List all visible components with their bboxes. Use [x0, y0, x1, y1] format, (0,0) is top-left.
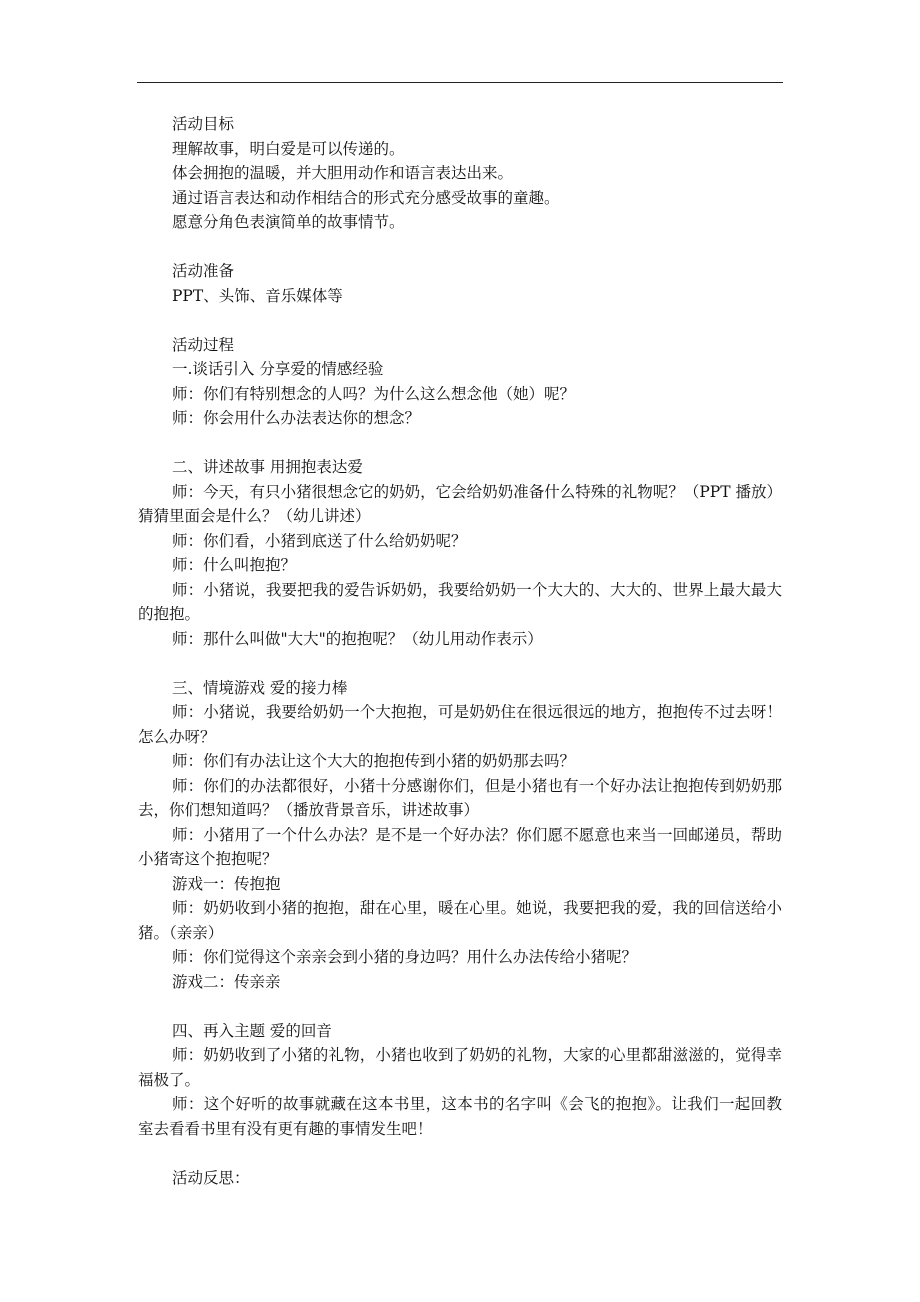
section-heading: 活动过程 [172, 335, 235, 354]
paragraph: 师：什么叫抱抱？ [172, 556, 297, 574]
section-heading: 活动准备 [172, 262, 235, 280]
section-heading: 活动目标 [172, 115, 235, 133]
goal-item: 愿意分角色表演简单的故事情节。 [172, 213, 405, 231]
section-goals [138, 112, 782, 235]
paragraph: 师：你们的办法都很好，小猪十分感谢你们，但是小猪也有一个好办法让抱抱传到奶奶那去，你们想知道吗？（播放背景音乐，讲述故事） [138, 776, 782, 819]
paragraph: 师：你们看，小猪到底送了什么给奶奶呢？ [172, 531, 467, 550]
section-preparation [138, 259, 782, 308]
part-title: 四、再入主题 爱的回音 [172, 1021, 332, 1040]
paragraph: 师：奶奶收到了小猪的礼物，小猪也收到了奶奶的礼物，大家的心里都甜滋滋的，觉得幸福极了。 [138, 1046, 782, 1089]
paragraph: 师：小猪说，我要给奶奶一个大抱抱，可是奶奶住在很远很远的地方，抱抱传不过去呀！怎么办呀？ [138, 703, 782, 746]
goal-item: 体会拥抱的温暖，并大胆用动作和语言表达出来。 [172, 164, 514, 182]
preparation-text: PPT、头饰、音乐媒体等 [172, 286, 343, 305]
goal-item: 通过语言表达和动作相结合的形式充分感受故事的童趣。 [172, 188, 560, 207]
paragraph: 师：你们有办法让这个大大的抱抱传到小猪的奶奶那去吗？ [172, 752, 576, 770]
paragraph: 师：小猪说，我要把我的爱告诉奶奶，我要给奶奶一个大大的、大大的、世界上最大最大的抱抱。 [138, 580, 782, 623]
paragraph: 师：小猪用了一个什么办法？是不是一个好办法？你们愿不愿意也来当一回邮递员，帮助小猪寄这个抱抱呢？ [138, 825, 782, 868]
section-heading: 活动反思： [172, 1168, 250, 1187]
paragraph: 师：奶奶收到小猪的抱抱，甜在心里，暖在心里。她说，我要把我的爱，我的回信送给小猪。（亲亲） [138, 899, 782, 942]
goal-item: 理解故事，明白爱是可以传递的。 [172, 139, 405, 158]
section-process [138, 333, 782, 1142]
document-body [138, 112, 782, 1190]
part-title: 三、情境游戏 爱的接力棒 [172, 678, 348, 697]
part-title: 二、讲述故事 用拥抱表达爱 [172, 458, 363, 476]
part-title: 一.谈话引入 分享爱的情感经验 [172, 360, 384, 378]
paragraph: 师：你们有特别想念的人吗？为什么这么想念他（她）呢？ [172, 384, 576, 403]
paragraph: 师：你们觉得这个亲亲会到小猪的身边吗？用什么办法传给小猪呢？ [172, 948, 638, 966]
paragraph: 师：那什么叫做"大大"的抱抱呢？（幼儿用动作表示） [172, 629, 543, 648]
paragraph: 游戏二：传亲亲 [172, 972, 281, 991]
paragraph: 游戏一：传抱抱 [172, 874, 281, 893]
paragraph: 师：今天，有只小猪很想念它的奶奶，它会给奶奶准备什么特殊的礼物呢？（PPT 播放）猜猜里面会是什么？（幼儿讲述） [138, 482, 782, 525]
header-rule [137, 82, 783, 83]
paragraph: 师：这个好听的故事就藏在这本书里，这本书的名字叫《会飞的抱抱》。让我们一起回教室去看看书里有没有更有趣的事情发生吧！ [138, 1095, 782, 1138]
paragraph: 师：你会用什么办法表达你的想念？ [172, 409, 421, 427]
section-reflection [138, 1166, 782, 1191]
